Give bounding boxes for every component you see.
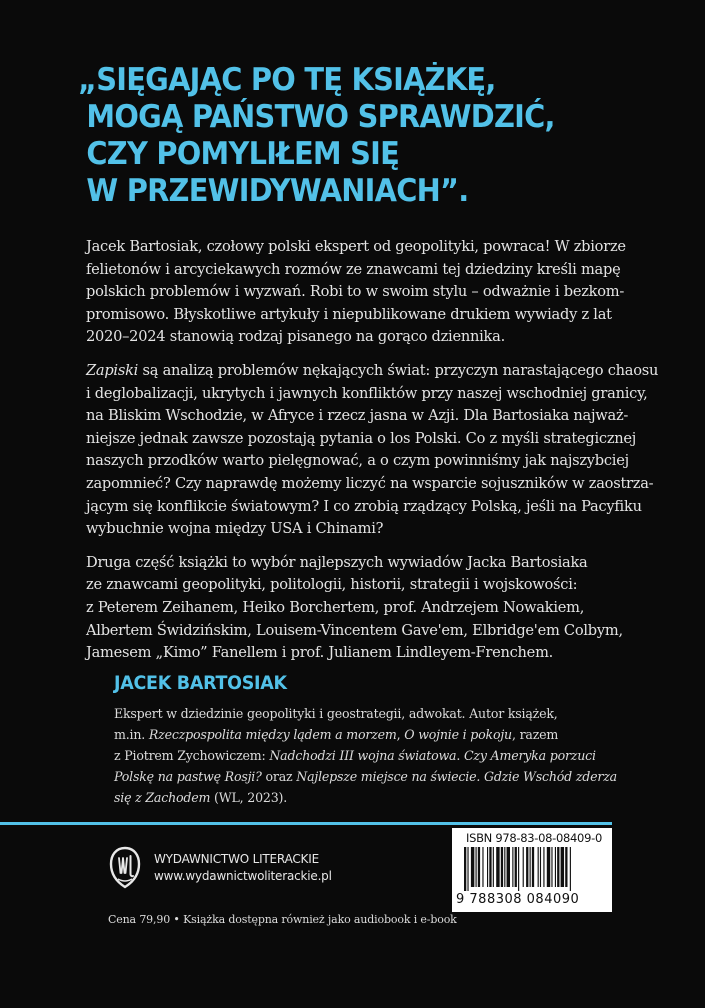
barcode-bar [532,847,534,887]
barcode-bar [467,847,468,891]
barcode-bar [507,847,510,887]
back-cover-quote [78,62,599,210]
book-title-italic: O wojnie i pokoju [404,727,512,742]
barcode-bar [555,847,556,887]
bio-text: oraz [261,769,297,784]
barcode-bar [538,847,539,887]
barcode-bar [518,847,519,891]
barcode-bar [530,847,531,887]
blurb-line: Albertem Świdzińskim, Louisem-Vincentem Gave'em, Elbridge'em Colbym, [86,621,623,639]
price-line: Cena 79,90 • Książka dostępna również jako audiobook i e-book [108,913,457,926]
blurb-line: ze znawcami geopolityki, politologii, historii, strategii i wojskowości: [86,576,578,594]
quote-line: „SIĘGAJĄC PO TĘ KSIĄŻKĘ, [78,62,496,98]
bio-text: m.in. [114,727,149,742]
blurb-line: polskich problemów i wyzwań. Robi to w swoim stylu – odważnie i bezkom- [86,283,625,301]
blurb-line: naszych przodków warto pielęgnować, a o czym powinniśmy jak najszybciej [86,452,629,470]
blurb-line [86,360,659,383]
blurb-line: niejsze jednak zawsze pozostają pytania o los Polski. Co z myśli strategicznej [86,429,637,447]
barcode-bar [504,847,505,887]
blurb-line: Jamesem „Kimo” Fanellem i prof. Julianem Lindleyem-Frenchem. [86,644,554,662]
blurb-line-rest: są analizą problemów nękających świat: przyczyn narastającego chaosu [138,361,659,379]
bio-text: , razem [511,727,559,742]
barcode-bar [512,847,513,887]
barcode-bar [551,847,552,887]
blurb-paragraph-1 [86,236,626,349]
book-title-italic: się z Zachodem [114,790,211,805]
bio-text: , [396,727,405,742]
barcode-bar [482,847,483,887]
bio-text: . [456,748,464,763]
book-title-italic: Najlepsze miejsce na świecie. Gdzie Wschód zderza [296,769,617,784]
book-title-italic: Czy Ameryka porzuci [463,748,596,763]
blurb-line: Jacek Bartosiak, czołowy polski ekspert od geopolityki, powraca! W zbiorze [86,238,626,255]
barcode-digits: 9 788308 084090 [456,892,580,907]
blurb-line: z Peterem Zeihanem, Heiko Borchertem, prof. Andrzejem Nowakiem, [86,598,585,616]
bio-line [114,724,614,745]
bio-text: z Piotrem Zychowiczem: [114,748,270,763]
barcode-bar [478,847,480,887]
bio-text: (WL, 2023). [210,790,288,805]
book-title-italic: Rzeczpospolita między lądem a morzem [148,727,397,742]
barcode-bar [464,847,466,891]
barcode-bar [489,847,491,887]
accent-divider [0,822,612,825]
blurb-line: 2020–2024 stanowią rodzaj pisanego na gorąco dziennika. [86,328,505,346]
barcode-bar [515,847,517,887]
barcode-bar [487,847,488,887]
barcode-bar [540,847,541,887]
barcode-bar [565,847,567,887]
publisher-logo-icon [108,846,142,890]
isbn-barcode [452,828,612,912]
blurb-line: jącym się konflikcie światowym? I co zrobią rządzący Polską, jeśli na Pacyfiku [86,497,642,515]
blurb-paragraph-2 [86,360,659,541]
publisher-url: www.wydawnictwoliterackie.pl [154,869,332,883]
publisher-name: WYDAWNICTWO LITERACKIE [154,852,319,866]
quote-line: MOGĄ PAŃSTWO SPRAWDZIĆ, [86,99,555,135]
quote-line: CZY POMYLIŁEM SIĘ [86,136,400,172]
bio-line [114,745,614,766]
barcode-bar [493,847,494,887]
blurb-line: wybuchnie wojna między USA i Chinami? [86,520,384,538]
book-title-italic: Zapiski [86,361,139,379]
barcode-bar [543,847,544,887]
barcode-bar [523,847,524,887]
barcode-bar [557,847,559,887]
quote-line: W PRZEWIDYWANIACH”. [86,173,469,209]
barcode-bar [501,847,503,887]
barcode-bar [547,847,550,887]
blurb-line: promisowo. Błyskotliwe artykuły i niepublikowane drukiem wywiady z lat [86,305,612,323]
bio-line [114,766,617,787]
barcode-bar [570,847,571,891]
author-name: JACEK BARTOSIAK [114,672,287,694]
blurb-line: felietonów i arcyciekawych rozmów ze znawcami tej dziedziny kreśli mapę [86,260,621,278]
barcode-bar [526,847,528,887]
barcode-icon [464,847,600,891]
barcode-bar [496,847,499,887]
blurb-paragraph-3 [86,552,626,665]
book-title-italic: Polskę na pastwę Rosji? [114,769,262,784]
barcode-bar [476,847,477,887]
blurb-line: na Bliskim Wschodzie, w Afryce i rzecz jasna w Azji. Dla Bartosiaka najważ- [86,407,629,425]
book-title-italic: Nadchodzi III wojna światowa [269,748,457,763]
author-bio [114,703,617,808]
bio-line: Ekspert w dziedzinie geopolityki i geostrategii, adwokat. Autor książek, [114,706,558,721]
isbn-label: ISBN 978-83-08-08409-0 [466,831,602,845]
bio-line [114,787,614,808]
blurb-line: Druga część książki to wybór najlepszych wywiadów Jacka Bartosiaka [86,553,588,571]
blurb-line: zapomnieć? Czy naprawdę możemy liczyć na wsparcie sojuszników w zaostrza- [86,474,654,492]
blurb-text [86,236,659,676]
barcode-bar [471,847,474,887]
blurb-line: i deglobalizacji, ukrytych i jawnych konfliktów przy naszej wschodniej granicy, [86,384,648,402]
barcode-bar [561,847,564,887]
